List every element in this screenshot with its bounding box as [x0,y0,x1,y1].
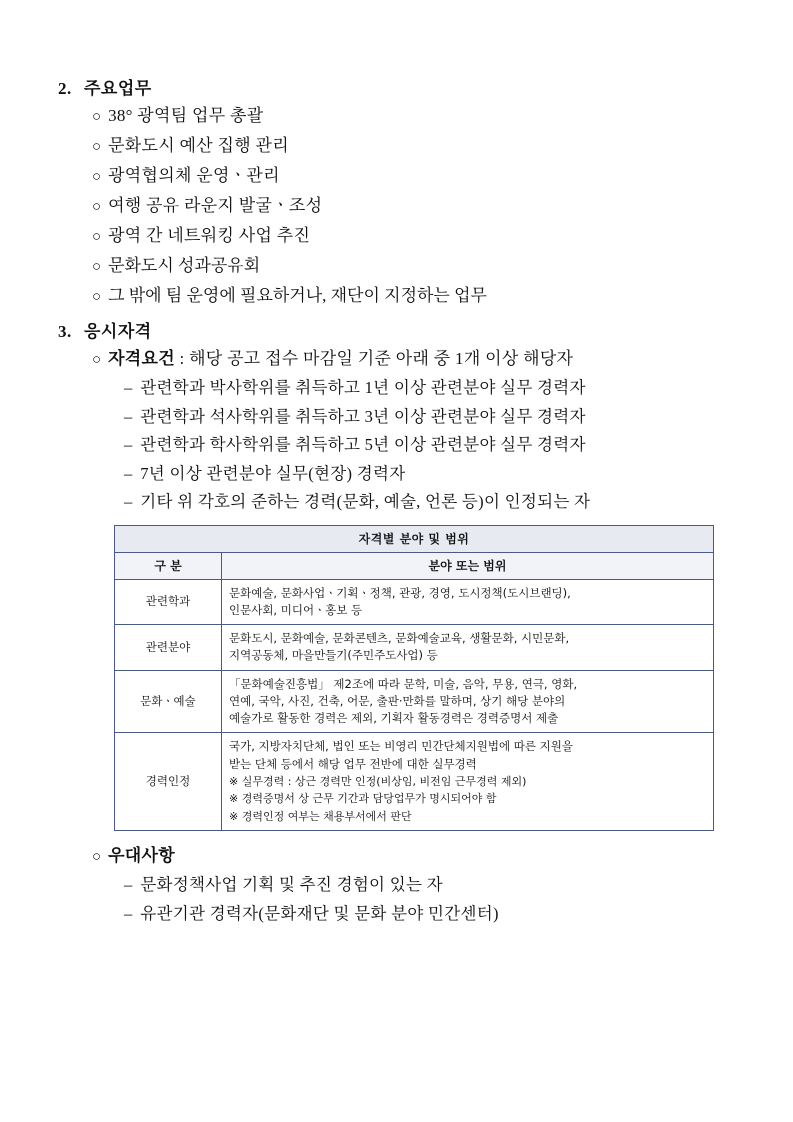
dash-bullet-icon: – [124,492,133,511]
list-item [58,494,738,511]
table-cell-label: 문화ㆍ예술 [115,670,222,733]
list-item-label: 여행 공유 라운지 발굴ㆍ조성 [108,196,323,215]
list-item-label: 유관기관 경력자(문화재단 및 문화 분야 민간센터) [140,903,499,923]
section-eligibility [58,317,738,922]
dash-bullet-icon: – [124,378,133,397]
list-item [58,107,738,125]
table-caption: 자격별 분야 및 범위 [115,525,714,552]
table-cell-body [222,625,714,671]
list-item-label: 광역 간 네트워킹 사업 추진 [108,226,311,245]
circle-bullet-icon: ○ [92,289,102,305]
dash-bullet-icon: – [124,903,133,923]
circle-bullet-icon: ○ [92,109,102,125]
list-item [58,227,738,245]
dash-bullet-icon: – [124,463,133,483]
table-cell-line: 문화예술, 문화사업ㆍ기획ㆍ정책, 관광, 경영, 도시정책(도시브랜딩), [229,585,571,600]
section-heading [58,317,738,342]
circle-bullet-icon: ○ [92,259,102,275]
section-title: 응시자격 [84,322,152,341]
table-row [115,579,714,625]
list-item [58,257,738,275]
table-cell-note: ※ 경력인정 여부는 채용부서에서 판단 [229,809,412,823]
dash-bullet-icon: – [124,435,133,454]
table-cell-label: 관련분야 [115,625,222,671]
table-row [115,670,714,733]
list-item [58,137,738,155]
qualification-requirement [58,350,738,368]
preference-title: 우대사항 [108,846,175,866]
list-item-label: 38° 광역팀 업무 총괄 [108,106,264,125]
list-item-label: 관련학과 박사학위를 취득하고 1년 이상 관련분야 실무 경력자 [140,378,586,397]
qualification-table [114,525,714,832]
table-cell-line: 예술가로 활동한 경력은 제외, 기획자 활동경력은 경력증명서 제출 [229,711,559,725]
section-number: 3. [58,322,72,341]
table-row [115,733,714,831]
circle-bullet-icon: ○ [92,169,102,185]
list-item-label: 문화도시 예산 집행 관리 [108,136,289,155]
table-cell-line: 「문화예술진흥법」 제2조에 따라 문학, 미술, 음악, 무용, 연극, 영화, [229,676,578,691]
table-cell-body [222,670,714,733]
list-item-label: 문화도시 성과공유회 [108,256,261,275]
list-item [58,903,738,923]
table-cell-note: ※ 경력증명서 상 근무 기간과 담당업무가 명시되어야 함 [229,792,497,806]
table-cell-line: 지역공동체, 마을만들기(주민주도사업) 등 [229,648,438,663]
list-item [58,463,738,483]
list-item [58,287,738,305]
circle-bullet-icon: ○ [92,229,102,245]
table-header-division: 구 분 [115,552,222,579]
section-main-duties [58,74,738,305]
section-heading [58,74,738,99]
list-item-label: 7년 이상 관련분야 실무(현장) 경력자 [140,463,406,483]
table-row [115,625,714,671]
qualification-label: 자격요건 [108,349,175,368]
list-item-label: 문화정책사업 기획 및 추진 경험이 있는 자 [140,875,443,895]
list-item [58,406,738,426]
dash-bullet-icon: – [124,875,133,895]
list-item [58,380,738,397]
section-title: 주요업무 [84,79,152,98]
list-item [58,437,738,454]
table-cell-body [222,579,714,625]
table-cell-label: 경력인정 [115,733,222,831]
table-cell-body [222,733,714,831]
circle-bullet-icon: ○ [92,352,102,368]
qualification-table-wrapper [114,525,714,832]
list-item [58,197,738,215]
table-header-row [115,552,714,579]
table-cell-line: 연예, 국악, 사진, 건축, 어문, 출판·만화를 말하며, 상기 해당 분야의 [229,693,566,708]
list-item-label: 광역협의체 운영ㆍ관리 [108,166,280,185]
circle-bullet-icon: ○ [92,139,102,155]
list-item-label: 그 밖에 팀 운영에 필요하거나, 재단이 지정하는 업무 [108,286,487,305]
document-content [58,68,738,934]
table-cell-line: 인문사회, 미디어ㆍ홍보 등 [229,602,363,617]
table-caption-row [115,525,714,552]
table-cell-note: ※ 실무경력 : 상근 경력만 인정(비상임, 비전임 근무경력 제외) [229,774,527,788]
qualification-text: : 해당 공고 접수 마감일 기준 아래 중 1개 이상 해당자 [174,349,574,368]
list-item-label: 기타 위 각호의 준하는 경력(문화, 예술, 언론 등)이 인정되는 자 [140,492,591,511]
list-item-label: 관련학과 학사학위를 취득하고 5년 이상 관련분야 실무 경력자 [140,435,586,454]
section-number: 2. [58,79,72,98]
table-cell-line: 받는 단체 등에서 해당 업무 전반에 대한 실무경력 [229,756,477,771]
table-cell-label: 관련학과 [115,579,222,625]
list-item [58,877,738,894]
table-cell-line: 문화도시, 문화예술, 문화콘텐츠, 문화예술교육, 생활문화, 시민문화, [229,631,570,645]
dash-bullet-icon: – [124,406,133,426]
circle-bullet-icon: ○ [92,199,102,215]
table-header-scope: 분야 또는 범위 [222,552,714,579]
table-cell-line: 국가, 지방자치단체, 법인 또는 비영리 민간단체지원법에 따른 지원을 [229,739,573,754]
list-item-label: 관련학과 석사학위를 취득하고 3년 이상 관련분야 실무 경력자 [140,406,586,426]
circle-bullet-icon: ○ [92,849,102,866]
preference-heading [58,847,738,865]
list-item [58,167,738,185]
